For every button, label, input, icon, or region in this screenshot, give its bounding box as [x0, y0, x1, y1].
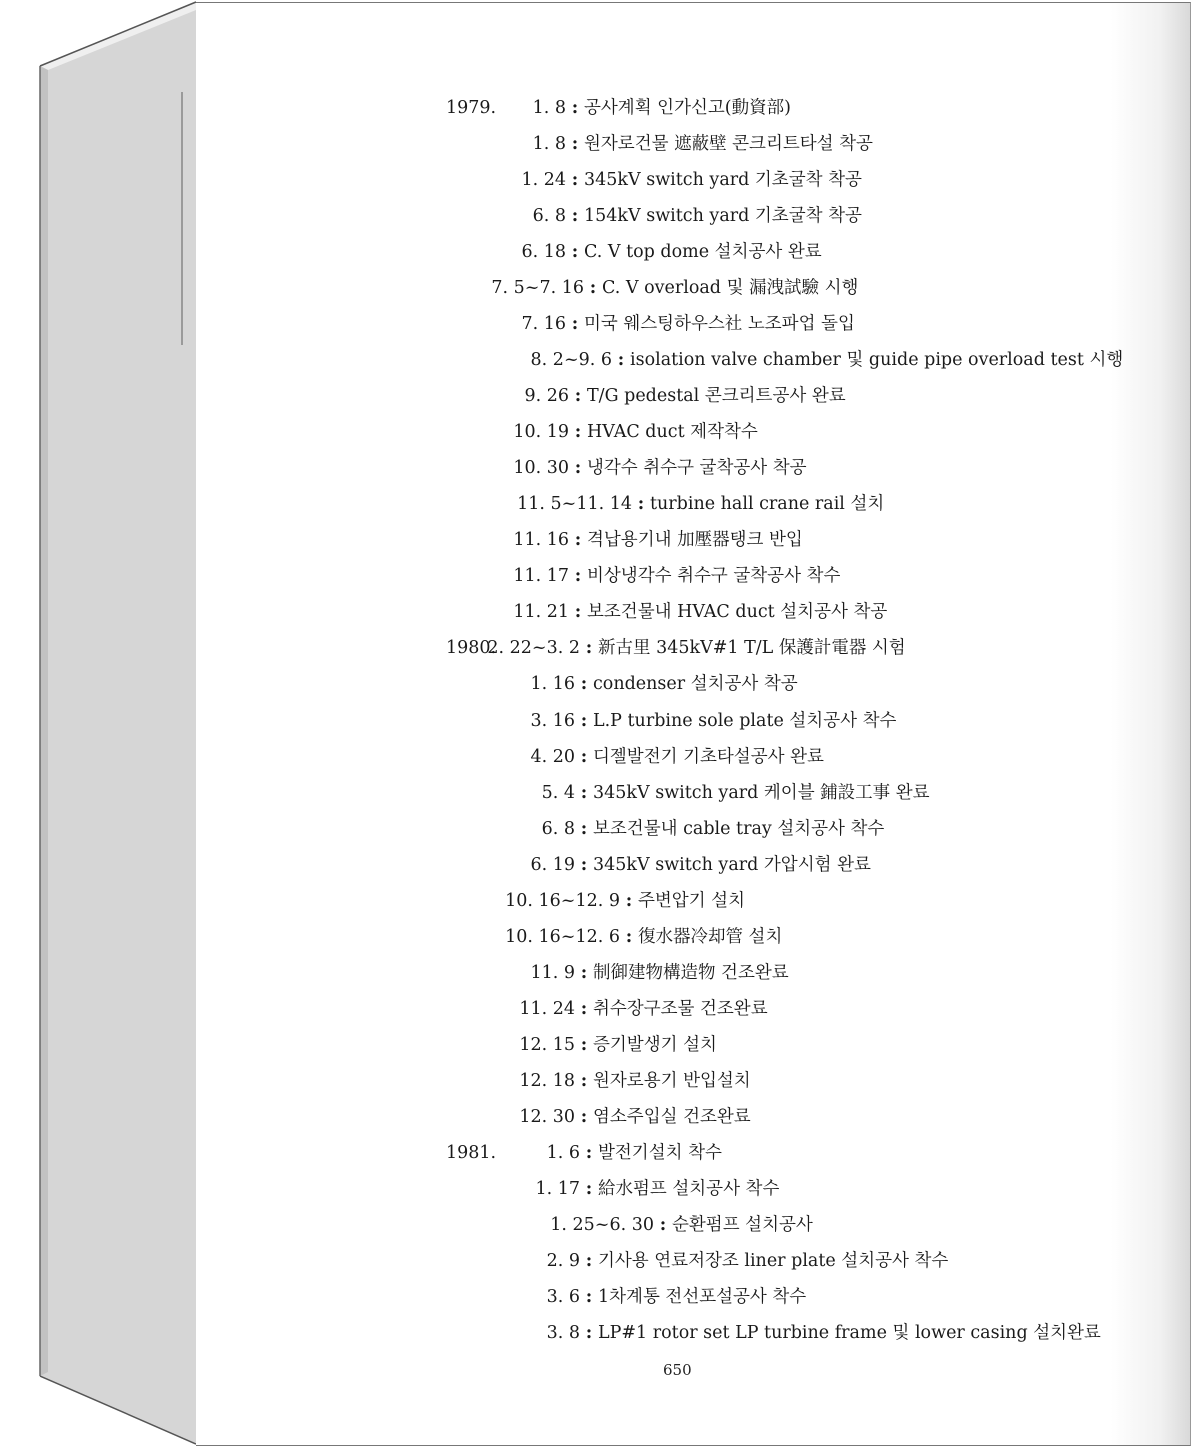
- entry-description: 復水器冷却管 설치: [638, 926, 783, 947]
- entry-colon: :: [580, 1106, 588, 1127]
- chronology-entry: [196, 815, 1186, 843]
- chronology-entry: [196, 1175, 1186, 1203]
- chronology-entry: [196, 454, 1186, 482]
- entry-colon: :: [585, 1178, 593, 1199]
- entry-date: 11. 21: [513, 602, 569, 623]
- chronology-entry: [196, 670, 1186, 698]
- entry-date: 11. 9: [530, 962, 575, 983]
- entry-date: 7. 5~7. 16: [491, 278, 584, 299]
- entry-date: 10. 16~12. 6: [505, 926, 620, 947]
- chronology-entry: [196, 346, 1186, 374]
- entry-colon: :: [580, 782, 588, 803]
- entry-description: L.P turbine sole plate 설치공사 착수: [593, 710, 897, 731]
- entry-date: 6. 8: [541, 818, 575, 839]
- entry-colon: :: [571, 314, 579, 335]
- entry-date: 5. 4: [541, 782, 575, 803]
- chronology-entry: [196, 274, 1186, 302]
- entry-colon: :: [574, 530, 582, 551]
- chronology-entry: [196, 707, 1186, 735]
- entry-description: 원자로건물 遮蔽壁 콘크리트타설 착공: [584, 134, 873, 155]
- entry-date: 6. 8: [532, 206, 566, 227]
- entry-year: 1981.: [446, 1142, 497, 1163]
- entry-description: 순환펌프 설치공사: [672, 1214, 813, 1235]
- entry-colon: :: [580, 674, 588, 695]
- chronology-entry: [196, 382, 1186, 410]
- entry-colon: :: [585, 1250, 593, 1271]
- entry-colon: :: [580, 818, 588, 839]
- entry-colon: :: [625, 890, 633, 911]
- entry-colon: :: [571, 206, 579, 227]
- entry-date: 2. 9: [546, 1250, 580, 1271]
- chronology-entry: [196, 562, 1186, 590]
- entry-colon: :: [580, 854, 588, 875]
- entry-date: 8. 2~9. 6: [530, 350, 612, 371]
- entry-colon: :: [637, 494, 645, 515]
- entry-description: turbine hall crane rail 설치: [650, 494, 885, 515]
- entry-colon: :: [580, 962, 588, 983]
- entry-date: 6. 19: [530, 854, 575, 875]
- entry-description: 디젤발전기 기초타설공사 완료: [593, 746, 824, 767]
- entry-date: 1. 16: [530, 674, 575, 695]
- chronology-entry: [196, 130, 1186, 158]
- chronology-entry: [196, 1247, 1186, 1275]
- entry-description: C. V top dome 설치공사 완료: [584, 242, 822, 263]
- chronology-entry: [196, 490, 1186, 518]
- entry-date: 7. 16: [521, 314, 566, 335]
- chronology-entry: [196, 743, 1186, 771]
- entry-date: 9. 26: [524, 386, 569, 407]
- entry-colon: :: [574, 566, 582, 587]
- entry-colon: :: [585, 1323, 593, 1344]
- entry-date: 1. 6: [546, 1142, 580, 1163]
- chronology-entry: [196, 1103, 1186, 1131]
- entry-colon: :: [580, 998, 588, 1019]
- entry-colon: :: [571, 242, 579, 263]
- entry-date: 12. 30: [519, 1106, 575, 1127]
- entry-colon: :: [617, 350, 625, 371]
- entry-colon: :: [589, 278, 597, 299]
- entry-description: 주변압기 설치: [638, 890, 745, 911]
- entry-description: 취수장구조물 건조완료: [593, 998, 768, 1019]
- entry-date: 1. 8: [532, 134, 566, 155]
- entry-date: 10. 30: [513, 458, 569, 479]
- entry-description: 보조건물내 cable tray 설치공사 착수: [593, 818, 885, 839]
- chronology-entry: [196, 1031, 1186, 1059]
- chronology-entry: [196, 634, 1186, 662]
- chronology-entry: [196, 166, 1186, 194]
- entry-colon: :: [585, 1142, 593, 1163]
- entry-description: 345kV switch yard 가압시험 완료: [593, 854, 871, 875]
- entry-description: 345kV switch yard 기초굴착 착공: [584, 170, 862, 191]
- book-spine: [0, 0, 200, 1446]
- entry-colon: :: [571, 98, 579, 118]
- entry-date: 6. 18: [521, 242, 566, 263]
- entry-description: 制御建物構造物 건조완료: [593, 962, 789, 983]
- entry-colon: :: [574, 386, 582, 407]
- chronology-entry: [196, 202, 1186, 230]
- entry-colon: :: [625, 926, 633, 947]
- entry-description: C. V overload 및 漏洩試驗 시행: [602, 278, 859, 299]
- chronology-entry: [196, 779, 1186, 807]
- chronology-entry: [196, 310, 1186, 338]
- entry-colon: :: [574, 422, 582, 443]
- entry-date: 11. 5~11. 14: [517, 494, 632, 515]
- chronology-entry: [196, 94, 1186, 122]
- entry-date: 3. 6: [546, 1286, 580, 1307]
- chronology-entry: [196, 526, 1186, 554]
- entry-description: 보조건물내 HVAC duct 설치공사 착공: [587, 602, 888, 623]
- chronology-entry: [196, 1139, 1186, 1167]
- entry-colon: :: [585, 1286, 593, 1307]
- entry-colon: :: [580, 710, 588, 731]
- entry-date: 11. 17: [513, 566, 569, 587]
- chronology-entry: [196, 598, 1186, 626]
- entry-date: 1. 25~6. 30: [550, 1214, 654, 1235]
- entry-colon: :: [571, 170, 579, 191]
- chronology-entry: [196, 923, 1186, 951]
- chronology-entry: [196, 1067, 1186, 1095]
- page-number: 650: [663, 1361, 692, 1379]
- entry-description: 給水펌프 설치공사 착수: [598, 1178, 780, 1199]
- entry-description: isolation valve chamber 및 guide pipe overload test 시행: [630, 350, 1124, 371]
- entry-description: 염소주입실 건조완료: [593, 1106, 751, 1127]
- entry-description: LP#1 rotor set LP turbine frame 및 lower casing 설치완료: [598, 1323, 1101, 1344]
- entry-description: 공사계획 인가신고(動資部): [584, 98, 791, 118]
- entry-date: 10. 16~12. 9: [505, 890, 620, 911]
- entry-description: 비상냉각수 취수구 굴착공사 착수: [587, 566, 841, 587]
- entry-description: T/G pedestal 콘크리트공사 완료: [587, 386, 846, 407]
- document-page: [196, 2, 1191, 1446]
- entry-description: 발전기설치 착수: [598, 1142, 722, 1163]
- entry-description: 증기발생기 설치: [593, 1034, 717, 1055]
- chronology-entry: [196, 238, 1186, 266]
- entry-date: 12. 18: [519, 1070, 575, 1091]
- entry-description: 미국 웨스팅하우스社 노조파업 돌입: [584, 314, 855, 335]
- entry-colon: :: [580, 1070, 588, 1091]
- chronology-entry: [196, 851, 1186, 879]
- entry-colon: :: [659, 1214, 667, 1235]
- entry-colon: :: [571, 134, 579, 155]
- entry-date: 4. 20: [530, 746, 575, 767]
- entry-date: 11. 16: [513, 530, 569, 551]
- chronology-entry: [196, 1283, 1186, 1311]
- entry-description: HVAC duct 제작착수: [587, 422, 758, 443]
- entry-description: 냉각수 취수구 굴착공사 착공: [587, 458, 807, 479]
- entry-colon: :: [580, 1034, 588, 1055]
- entry-description: 격납용기내 加壓器탱크 반입: [587, 530, 803, 551]
- chronology-entry: [196, 995, 1186, 1023]
- chronology-entry: [196, 1319, 1186, 1347]
- entry-year: 1979.: [446, 98, 497, 118]
- entry-description: 원자로용기 반입설치: [593, 1070, 751, 1091]
- chronology-entry: [196, 887, 1186, 915]
- entry-date: 2. 22~3. 2: [487, 638, 580, 659]
- entry-year: 1980.: [446, 638, 497, 659]
- entry-colon: :: [580, 746, 588, 767]
- entry-date: 11. 24: [519, 998, 575, 1019]
- entry-date: 10. 19: [513, 422, 569, 443]
- entry-date: 1. 24: [521, 170, 566, 191]
- entry-date: 12. 15: [519, 1034, 575, 1055]
- entry-description: 1차계통 전선포설공사 착수: [598, 1286, 807, 1307]
- entry-description: 345kV switch yard 케이블 鋪設工事 완료: [593, 782, 930, 803]
- entry-date: 1. 8: [532, 98, 566, 118]
- entry-description: 新古里 345kV#1 T/L 保護計電器 시험: [598, 638, 906, 659]
- entry-description: condenser 설치공사 착공: [593, 674, 798, 695]
- chronology-entry: [196, 418, 1186, 446]
- entry-date: 1. 17: [535, 1178, 580, 1199]
- entry-colon: :: [574, 602, 582, 623]
- entry-colon: :: [585, 638, 593, 659]
- chronology-entry: [196, 959, 1186, 987]
- entry-colon: :: [574, 458, 582, 479]
- entry-date: 3. 16: [530, 710, 575, 731]
- chronology-entry: [196, 1211, 1186, 1239]
- entry-description: 154kV switch yard 기초굴착 착공: [584, 206, 862, 227]
- entry-description: 기사용 연료저장조 liner plate 설치공사 착수: [598, 1250, 949, 1271]
- entry-date: 3. 8: [546, 1323, 580, 1344]
